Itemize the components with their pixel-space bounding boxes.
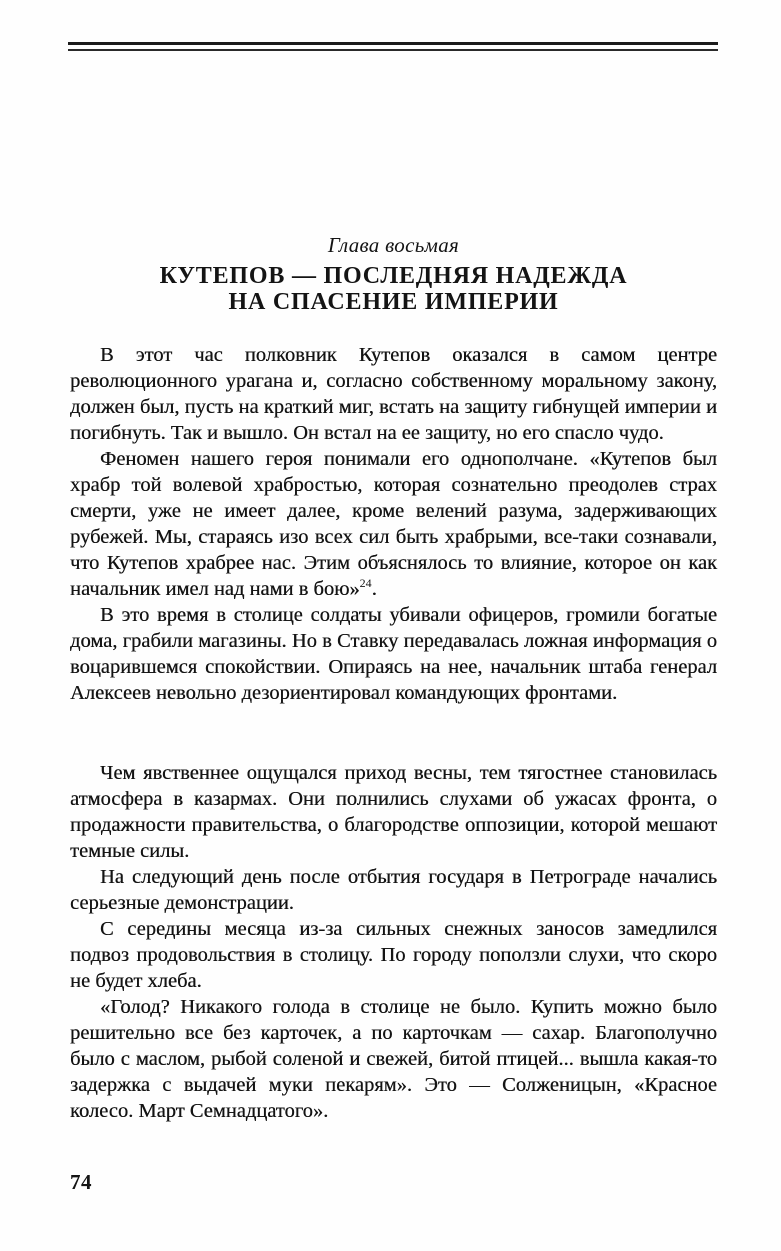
- chapter-title-line-2: НА СПАСЕНИЕ ИМПЕРИИ: [228, 289, 559, 315]
- paragraph-7: «Голод? Никакого голода в столице не было. Купить можно было решительно все без карточек, а по карточкам — сахар. Благополучно было с маслом, рыбой соленой и свежей, битой птицей... вышла какая-то задержка с выдачей муки пекарям». Это — Солженицын, «Красное колесо. Март Семнадцатого».: [70, 996, 717, 1122]
- paragraph-1: В этот час полковник Кутепов оказался в самом центре революционного урагана и, согласно собственному моральному закону, должен был, пусть на краткий миг, встать на защиту гибнущей империи и погибнуть. Так и вышло. Он встал на ее защиту, но его спасло чудо.: [70, 344, 717, 444]
- paragraph-2-text: Феномен нашего героя понимали его однополчане. «Кутепов был храбр той волевой храбростью, которая сознательно преодолев страх смерти, уже не имеет далее, кроме велений разума, задерживающих рубежей. Мы, стараясь изо всех сил быть храбрыми, все-таки сознавали, что Кутепов храбрее нас. Этим объяснялось то влияние, которое он как начальник имел над нами в бою»: [70, 448, 717, 600]
- chapter-title: [70, 263, 717, 315]
- chapter-heading: [70, 233, 717, 315]
- rule-line-bottom: [68, 49, 718, 51]
- header-double-rule: [68, 42, 718, 51]
- page-number: 74: [70, 1170, 92, 1194]
- chapter-title-line-1: КУТЕПОВ — ПОСЛЕДНЯЯ НАДЕЖДА: [159, 263, 628, 289]
- paragraph-2: [70, 446, 717, 602]
- paragraph-4: Чем явственнее ощущался приход весны, тем тягостнее становилась атмосфера в казармах. Они полнились слухами об ужасах фронта, о продажности правительства, о благородстве оппозиции, которой мешают темные силы.: [70, 762, 717, 862]
- paragraph-5: На следующий день после отбытия государя в Петрограде начались серьезные демонстрации.: [70, 866, 717, 914]
- footnote-reference: 24: [359, 576, 372, 591]
- chapter-number-label: Глава восьмая: [327, 233, 460, 257]
- rule-line-top: [68, 42, 718, 45]
- page-body: [70, 342, 717, 1124]
- paragraph-6: С середины месяца из-за сильных снежных заносов замедлился подвоз продовольствия в столицу. По городу поползли слухи, что скоро не будет хлеба.: [70, 918, 717, 992]
- paragraph-3: В это время в столице солдаты убивали офицеров, громили богатые дома, грабили магазины. Но в Ставку передавалась ложная информация о воцарившемся спокойствии. Опираясь на нее, начальник штаба генерал Алексеев невольно дезориентировал командующих фронтами.: [70, 604, 717, 704]
- paragraph-2-end: .: [371, 578, 377, 600]
